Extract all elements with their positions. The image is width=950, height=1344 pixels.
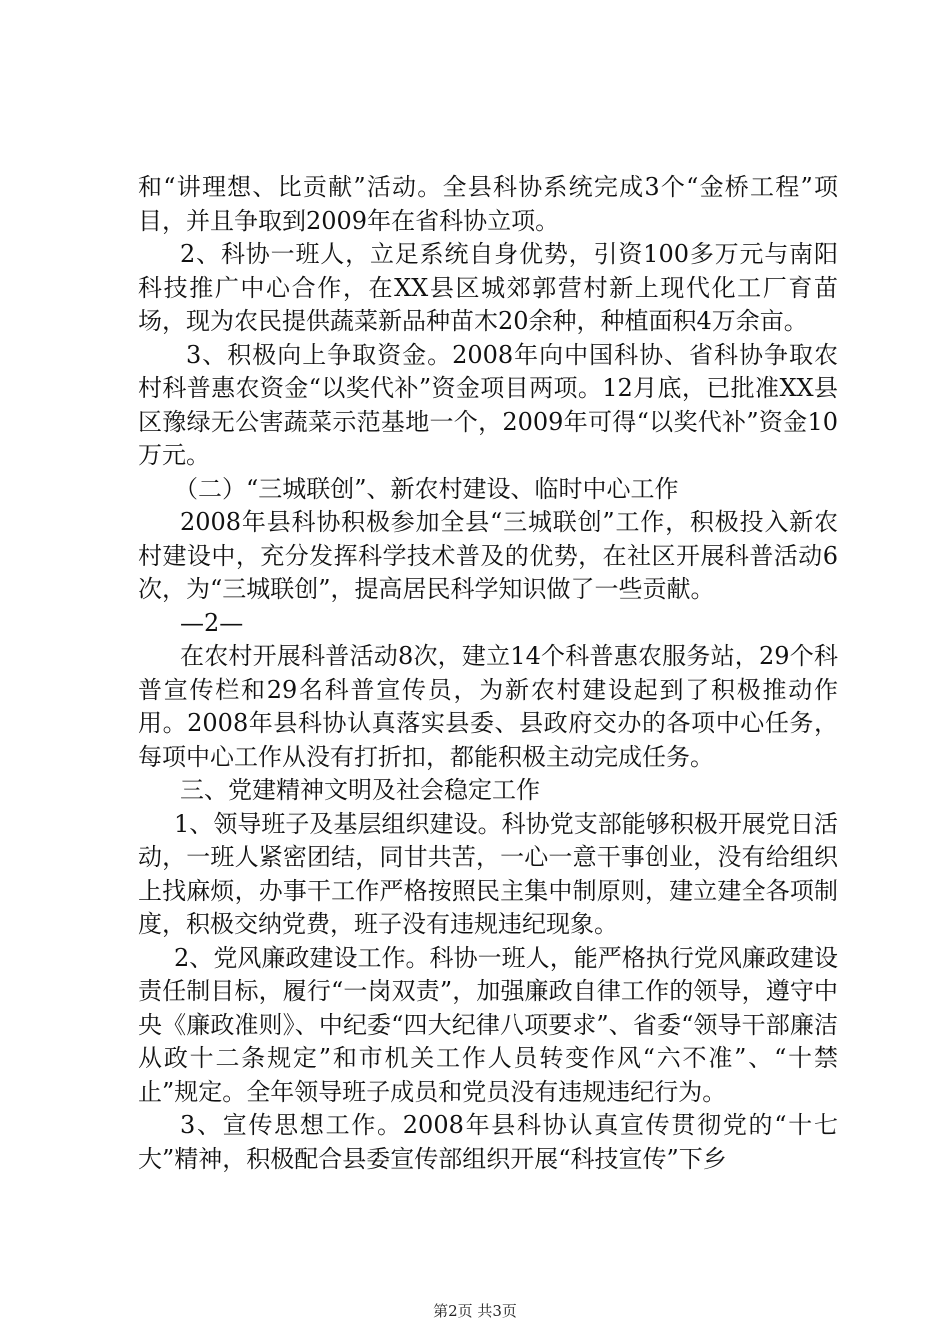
paragraph-rural-outreach: 在农村开展科普活动8次，建立14个科普惠农服务站，29个科普宣传栏和29名科普宣传员，为新农村建设起到了积极推动作用。2008年县科协认真落实县委、县政府交办的各项中心任务，每项中心工作从没有打折扣，都能积极主动完成任务。 — [138, 642, 838, 771]
paragraph-publicity: 3、宣传思想工作。2008年县科协认真宣传贯彻党的“十七大”精神，积极配合县委宣传部组织开展“科技宣传”下乡 — [138, 1111, 838, 1173]
paragraph-continuation: 和“讲理想、比贡献”活动。全县科协系统完成3个“金桥工程”项目，并且争取到2009年在省科协立项。 — [138, 173, 838, 235]
section-heading-3: 三、党建精神文明及社会稳定工作 — [180, 776, 540, 804]
page-footer: 第2页 共3页 — [433, 1302, 517, 1320]
paragraph-item-3: 3、积极向上争取资金。2008年向中国科协、省科协争取农村科普惠农资金“以奖代补”资金项目两项。12月底，已批准XX县区豫绿无公害蔬菜示范基地一个，2009年可得“以奖代补”资金10万元。 — [138, 340, 838, 469]
inline-page-marker: —2— — [180, 608, 244, 637]
paragraph-leadership: 1、领导班子及基层组织建设。科协党支部能够积极开展党日活动，一班人紧密团结，同甘共苦，一心一意干事创业，没有给组织上找麻烦，办事干工作严格按照民主集中制原则，建立建全各项制度，积极交纳党费，班子没有违规违纪现象。 — [138, 809, 838, 938]
paragraph-three-cities: 2008年县科协积极参加全县“三城联创”工作，积极投入新农村建设中，充分发挥科学技术普及的优势，在社区开展科普活动6次，为“三城联创”，提高居民科学知识做了一些贡献。 — [138, 508, 838, 603]
document-body — [138, 171, 838, 1176]
paragraph-integrity: 2、党风廉政建设工作。科协一班人，能严格执行党风廉政建设责任制目标，履行“一岗双责”，加强廉政自律工作的领导，遵守中央《廉政准则》、中纪委“四大纪律八项要求”、省委“领导干部廉洁从政十二条规定”和市机关工作人员转变作风“六不准”、“十禁止”规定。全年领导班子成员和党员没有违规违纪行为。 — [138, 943, 838, 1106]
section-heading-2: （二）“三城联创”、新农村建设、临时中心工作 — [174, 474, 679, 503]
paragraph-item-2: 2、科协一班人，立足系统自身优势，引资100多万元与南阳科技推广中心合作，在XX县区城郊郭营村新上现代化工厂育苗场，现为农民提供蔬菜新品种苗木20余种，种植面积4万余亩。 — [138, 240, 838, 335]
